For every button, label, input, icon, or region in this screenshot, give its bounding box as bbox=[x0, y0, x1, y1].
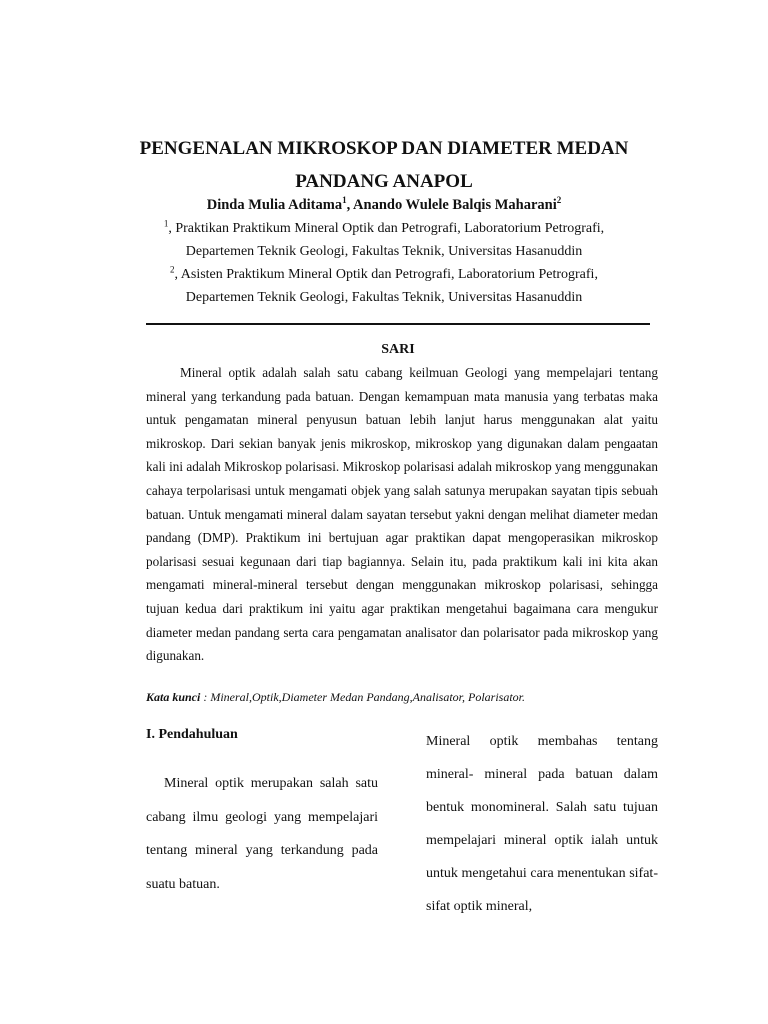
paper-title bbox=[120, 132, 648, 198]
author-2-sup: 2 bbox=[556, 195, 562, 206]
author-1: Dinda Mulia Aditama bbox=[206, 197, 343, 213]
keywords-label: Kata kunci bbox=[146, 690, 201, 704]
author-separator: , bbox=[346, 197, 354, 213]
title-line-1: PENGENALAN MIKROSKOP DAN DIAMETER MEDAN bbox=[139, 138, 629, 159]
keywords-text: : Mineral,Optik,Diameter Medan Pandang,Analisator, Polarisator. bbox=[200, 690, 526, 704]
keywords bbox=[146, 690, 666, 705]
abstract-text: Mineral optik adalah salah satu cabang keilmuan Geologi yang mempelajari tentang mineral yang terkandung pada batuan. Dengan kemampuan mata manusia yang terbatas maka untuk pengamatan mineral penyusun batuan lebih lanjut harus menggunakan alat yaitu mikroskop. Dari sekian banyak jenis mikroskop, mikroskop yang digunakan dalam pengaatan kali ini adalah Mikroskop polarisasi. Mikroskop polarisasi adalah mikroskop yang menggunakan cahaya terpolarisasi untuk mengamati objek yang salah satunya merupakan sayatan tipis sebuah batuan. Untuk mengamati mineral dalam sayatan tersebut yakni dengan melihat diameter medan pandang (DMP). Praktikum ini bertujuan agar praktikan dapat mengoperasikan mikroskop polarisasi sesuai kegunaan dari tiap bagiannya. Selain itu, pada praktikum kali ini kita akan mengamati mineral-mineral tersebut dengan menggunakan mikroskop polarisasi, sehingga tujuan kedua dari praktikum ini yaitu agar praktikan mengetahui bagaimana cara mengukur diameter medan pandang serta cara pengamatan analisator dan polarisator pada mikroskop yang digunakan. bbox=[146, 365, 658, 664]
intro-paragraph-left: Mineral optik merupakan salah satu cabang ilmu geologi yang mempelajari tentang mineral yang terkandung pada suatu batuan. bbox=[146, 776, 378, 892]
affiliation-1-line-1 bbox=[100, 217, 668, 240]
abstract-heading: SARI bbox=[381, 342, 415, 357]
section-heading: I. Pendahuluan bbox=[146, 727, 238, 742]
affiliation-2-text: , Asisten Praktikum Mineral Optik dan Petrografi, Laboratorium Petrografi, bbox=[174, 267, 598, 282]
affiliation-1-text: , Praktikan Praktikum Mineral Optik dan Petrografi, Laboratorium Petrografi, bbox=[168, 221, 605, 236]
horizontal-divider bbox=[146, 323, 650, 325]
title-line-2: PANDANG ANAPOL bbox=[295, 171, 473, 192]
affiliation-2-line-2: Departemen Teknik Geologi, Fakultas Teknik, Universitas Hasanuddin bbox=[185, 290, 583, 305]
column-left bbox=[146, 725, 378, 901]
intro-paragraph-right: Mineral optik membahas tentang mineral- mineral pada batuan dalam bentuk monomineral. Salah satu tujuan mempelajari mineral optik ialah untuk untuk mengetahui cara menentukan sifat-sifat optik mineral, bbox=[426, 734, 658, 914]
author-1-sup: 1 bbox=[342, 195, 347, 206]
affiliation-1-sup: 1 bbox=[163, 218, 169, 229]
author-2: Anando Wulele Balqis Maharani bbox=[353, 197, 557, 213]
author-list bbox=[120, 195, 648, 215]
affiliations bbox=[100, 217, 668, 309]
affiliation-2-sup: 2 bbox=[170, 264, 175, 275]
affiliation-2-line-1 bbox=[100, 263, 668, 286]
affiliation-1-line-2: Departemen Teknik Geologi, Fakultas Teknik, Universitas Hasanuddin bbox=[185, 244, 583, 259]
column-right bbox=[426, 725, 658, 923]
